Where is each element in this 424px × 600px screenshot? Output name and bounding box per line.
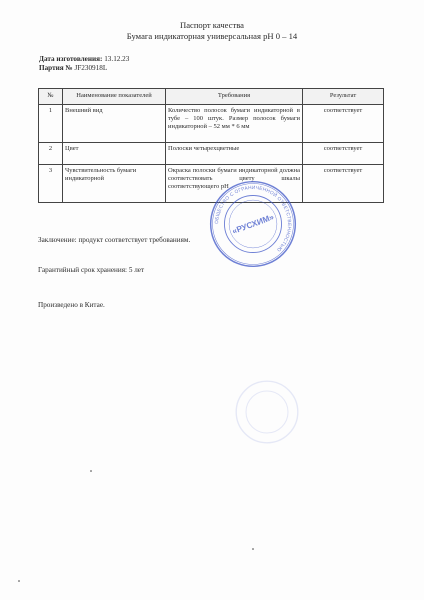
paper-speck bbox=[252, 548, 254, 550]
row-number: 3 bbox=[39, 165, 63, 203]
table-row bbox=[39, 105, 384, 143]
seal-show-through bbox=[232, 377, 302, 447]
column-header-name: Наименование показателей bbox=[63, 89, 166, 105]
manufacture-date-label: Дата изготовления: bbox=[39, 55, 103, 63]
table-row bbox=[39, 143, 384, 165]
row-number: 1 bbox=[39, 105, 63, 143]
row-number: 2 bbox=[39, 143, 63, 165]
row-indicator-name: Цвет bbox=[63, 143, 166, 165]
seal-ring-text: ОБЩЕСТВО С ОГРАНИЧЕННОЙ ОТВЕТСТВЕННОСТЬЮ bbox=[214, 186, 291, 253]
origin-text: Произведено в Китае. bbox=[38, 301, 105, 309]
conclusion-text: Заключение: продукт соответствует требованиям. bbox=[38, 236, 191, 244]
document-subtitle: Бумага индикаторная универсальная pH 0 – 14 bbox=[126, 31, 298, 41]
column-header-result: Результат bbox=[303, 89, 384, 105]
manufacture-date-value: 13.12.23 bbox=[104, 55, 130, 63]
column-header-requirements: Требования bbox=[166, 89, 303, 105]
table-header-row bbox=[39, 89, 384, 105]
row-requirement: Количество полосок бумаги индикаторной в тубе – 100 штук. Размер полосок бумаги индикаторной – 52 мм * 6 мм bbox=[166, 105, 303, 143]
batch-number-label: Партия № bbox=[39, 64, 73, 72]
shelf-life-text: Гарантийный срок хранения: 5 лет bbox=[38, 266, 145, 274]
document-title: Паспорт качества bbox=[179, 20, 244, 30]
batch-number-value: JF230918L bbox=[74, 64, 108, 72]
seal-center-text: «РУСХИМ» bbox=[231, 212, 276, 236]
row-requirement: Полоски четырехцветные bbox=[166, 143, 303, 165]
company-seal-stamp bbox=[207, 178, 299, 270]
paper-speck bbox=[18, 580, 20, 582]
row-indicator-name: Внешний вид bbox=[63, 105, 166, 143]
paper-speck bbox=[90, 470, 92, 472]
column-header-number: № bbox=[39, 89, 63, 105]
batch-number bbox=[39, 63, 107, 73]
row-result: соответствует bbox=[303, 105, 384, 143]
row-result: соответствует bbox=[303, 143, 384, 165]
row-requirement: Окраска полоски бумаги индикаторной должна соответствовать цвету шкалы соответствующего pH bbox=[166, 165, 303, 203]
row-indicator-name: Чувствительность бумаги индикаторной bbox=[63, 165, 166, 203]
row-result: соответствует bbox=[303, 165, 384, 203]
